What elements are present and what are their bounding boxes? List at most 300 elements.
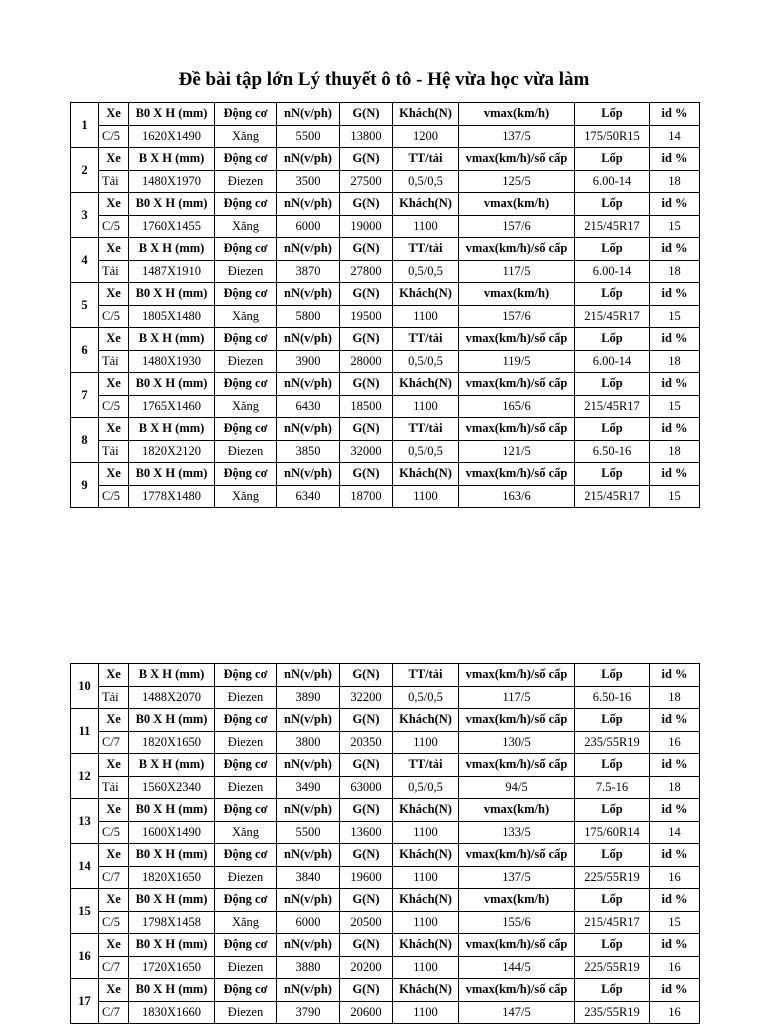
column-header: nN(v/ph) <box>277 418 340 441</box>
value-cell: 3790 <box>277 1001 340 1024</box>
value-cell: 0,5/0,5 <box>393 776 459 799</box>
column-header: Động cơ <box>215 283 277 306</box>
entry-value-row <box>71 170 700 193</box>
column-header: Khách(N) <box>393 373 459 396</box>
value-cell: Tải <box>99 440 129 463</box>
value-cell: 155/6 <box>459 911 575 934</box>
column-header: Động cơ <box>215 373 277 396</box>
value-cell: C/5 <box>99 395 129 418</box>
entry-value-row <box>71 395 700 418</box>
column-header: vmax(km/h)/số cấp <box>459 664 575 687</box>
column-header: nN(v/ph) <box>277 283 340 306</box>
column-header: nN(v/ph) <box>277 463 340 486</box>
column-header: TT/tải <box>393 148 459 171</box>
entry-value-row <box>71 1001 700 1024</box>
column-header: id % <box>650 979 700 1002</box>
column-header: nN(v/ph) <box>277 754 340 777</box>
value-cell: 18 <box>650 260 700 283</box>
value-cell: 18 <box>650 776 700 799</box>
value-cell: 6340 <box>277 485 340 508</box>
column-header: B0 X H (mm) <box>129 103 215 126</box>
document-title: Đề bài tập lớn Lý thuyết ô tô - Hệ vừa học vừa làm <box>178 69 590 90</box>
column-header: G(N) <box>340 193 393 216</box>
value-cell: 18500 <box>340 395 393 418</box>
value-cell: 175/50R15 <box>575 125 650 148</box>
column-header: nN(v/ph) <box>277 844 340 867</box>
value-cell: C/5 <box>99 485 129 508</box>
value-cell: 137/5 <box>459 866 575 889</box>
column-header: id % <box>650 328 700 351</box>
column-header: vmax(km/h)/số cấp <box>459 934 575 957</box>
value-cell: 1100 <box>393 215 459 238</box>
value-cell: 1487X1910 <box>129 260 215 283</box>
value-cell: 1765X1460 <box>129 395 215 418</box>
value-cell: C/5 <box>99 215 129 238</box>
column-header: id % <box>650 283 700 306</box>
value-cell: 225/55R19 <box>575 956 650 979</box>
column-header: B0 X H (mm) <box>129 463 215 486</box>
value-cell: C/5 <box>99 911 129 934</box>
column-header: G(N) <box>340 664 393 687</box>
column-header: Khách(N) <box>393 463 459 486</box>
value-cell: 16 <box>650 1001 700 1024</box>
column-header: Lốp <box>575 709 650 732</box>
value-cell: 18 <box>650 686 700 709</box>
entry-number: 4 <box>71 238 99 283</box>
column-header: Lốp <box>575 328 650 351</box>
column-header: G(N) <box>340 709 393 732</box>
value-cell: 215/45R17 <box>575 395 650 418</box>
value-cell: 32200 <box>340 686 393 709</box>
column-header: nN(v/ph) <box>277 979 340 1002</box>
value-cell: 20600 <box>340 1001 393 1024</box>
column-header: Động cơ <box>215 664 277 687</box>
column-header: Khách(N) <box>393 193 459 216</box>
column-header: B X H (mm) <box>129 328 215 351</box>
column-header: Xe <box>99 799 129 822</box>
column-header: TT/tải <box>393 754 459 777</box>
column-header: Xe <box>99 889 129 912</box>
value-cell: C/5 <box>99 305 129 328</box>
value-cell: 1778X1480 <box>129 485 215 508</box>
column-header: nN(v/ph) <box>277 103 340 126</box>
entry-header-row <box>71 418 700 441</box>
column-header: Khách(N) <box>393 844 459 867</box>
value-cell: 19000 <box>340 215 393 238</box>
column-header: Động cơ <box>215 463 277 486</box>
value-cell: 1100 <box>393 1001 459 1024</box>
value-cell: 1480X1970 <box>129 170 215 193</box>
entry-header-row <box>71 193 700 216</box>
value-cell: 6.00-14 <box>575 350 650 373</box>
value-cell: Xăng <box>215 215 277 238</box>
column-header: Xe <box>99 238 129 261</box>
column-header: B0 X H (mm) <box>129 844 215 867</box>
column-header: TT/tải <box>393 664 459 687</box>
value-cell: Điezen <box>215 731 277 754</box>
column-header: Động cơ <box>215 238 277 261</box>
column-header: Động cơ <box>215 193 277 216</box>
value-cell: 16 <box>650 956 700 979</box>
value-cell: 1820X1650 <box>129 731 215 754</box>
value-cell: 121/5 <box>459 440 575 463</box>
value-cell: Tải <box>99 350 129 373</box>
column-header: id % <box>650 844 700 867</box>
value-cell: 6.00-14 <box>575 170 650 193</box>
value-cell: 6.50-16 <box>575 440 650 463</box>
entry-header-row <box>71 463 700 486</box>
column-header: Động cơ <box>215 418 277 441</box>
entry-header-row <box>71 799 700 822</box>
column-header: B0 X H (mm) <box>129 934 215 957</box>
entry-header-row <box>71 754 700 777</box>
column-header: Xe <box>99 463 129 486</box>
value-cell: Tải <box>99 260 129 283</box>
value-cell: 144/5 <box>459 956 575 979</box>
value-cell: Điezen <box>215 260 277 283</box>
entry-header-row <box>71 328 700 351</box>
column-header: Xe <box>99 418 129 441</box>
value-cell: 1100 <box>393 305 459 328</box>
value-cell: 0,5/0,5 <box>393 686 459 709</box>
column-header: Khách(N) <box>393 103 459 126</box>
value-cell: 1100 <box>393 821 459 844</box>
value-cell: Tải <box>99 776 129 799</box>
value-cell: 5500 <box>277 125 340 148</box>
column-header: Lốp <box>575 418 650 441</box>
value-cell: 1100 <box>393 485 459 508</box>
value-cell: 18 <box>650 440 700 463</box>
column-header: B X H (mm) <box>129 238 215 261</box>
column-header: Lốp <box>575 463 650 486</box>
value-cell: 0,5/0,5 <box>393 350 459 373</box>
column-header: Động cơ <box>215 148 277 171</box>
spec-table-1-body <box>71 103 700 508</box>
value-cell: 16 <box>650 731 700 754</box>
value-cell: C/7 <box>99 1001 129 1024</box>
value-cell: 18700 <box>340 485 393 508</box>
column-header: id % <box>650 193 700 216</box>
value-cell: 0,5/0,5 <box>393 170 459 193</box>
column-header: vmax(km/h)/số cấp <box>459 979 575 1002</box>
value-cell: 235/55R19 <box>575 731 650 754</box>
column-header: Khách(N) <box>393 889 459 912</box>
value-cell: 3490 <box>277 776 340 799</box>
column-header: B0 X H (mm) <box>129 193 215 216</box>
column-header: nN(v/ph) <box>277 709 340 732</box>
column-header: Động cơ <box>215 103 277 126</box>
value-cell: 119/5 <box>459 350 575 373</box>
entry-value-row <box>71 125 700 148</box>
value-cell: 5800 <box>277 305 340 328</box>
column-header: id % <box>650 373 700 396</box>
value-cell: 215/45R17 <box>575 911 650 934</box>
value-cell: 147/5 <box>459 1001 575 1024</box>
column-header: id % <box>650 463 700 486</box>
entry-value-row <box>71 911 700 934</box>
entry-number: 5 <box>71 283 99 328</box>
value-cell: 1600X1490 <box>129 821 215 844</box>
value-cell: 94/5 <box>459 776 575 799</box>
column-header: Động cơ <box>215 979 277 1002</box>
entry-number: 8 <box>71 418 99 463</box>
column-header: Lốp <box>575 979 650 1002</box>
value-cell: Điezen <box>215 350 277 373</box>
column-header: nN(v/ph) <box>277 193 340 216</box>
column-header: G(N) <box>340 283 393 306</box>
value-cell: 13600 <box>340 821 393 844</box>
value-cell: 157/6 <box>459 305 575 328</box>
value-cell: Điezen <box>215 686 277 709</box>
column-header: Lốp <box>575 754 650 777</box>
value-cell: 32000 <box>340 440 393 463</box>
column-header: vmax(km/h)/số cấp <box>459 844 575 867</box>
value-cell: 1488X2070 <box>129 686 215 709</box>
column-header: B0 X H (mm) <box>129 979 215 1002</box>
column-header: vmax(km/h)/số cấp <box>459 418 575 441</box>
value-cell: 6000 <box>277 911 340 934</box>
value-cell: 28000 <box>340 350 393 373</box>
column-header: vmax(km/h)/số cấp <box>459 238 575 261</box>
value-cell: 14 <box>650 821 700 844</box>
entry-header-row <box>71 373 700 396</box>
column-header: Động cơ <box>215 799 277 822</box>
value-cell: 18 <box>650 170 700 193</box>
column-header: Lốp <box>575 148 650 171</box>
entry-number: 15 <box>71 889 99 934</box>
value-cell: Điezen <box>215 956 277 979</box>
column-header: vmax(km/h) <box>459 283 575 306</box>
value-cell: 3500 <box>277 170 340 193</box>
column-header: vmax(km/h)/số cấp <box>459 754 575 777</box>
entry-number: 6 <box>71 328 99 373</box>
entry-header-row <box>71 103 700 126</box>
column-header: Khách(N) <box>393 709 459 732</box>
value-cell: 6.50-16 <box>575 686 650 709</box>
column-header: Động cơ <box>215 709 277 732</box>
value-cell: 15 <box>650 305 700 328</box>
value-cell: Xăng <box>215 911 277 934</box>
value-cell: C/5 <box>99 125 129 148</box>
column-header: B X H (mm) <box>129 754 215 777</box>
value-cell: 1805X1480 <box>129 305 215 328</box>
value-cell: 20350 <box>340 731 393 754</box>
column-header: nN(v/ph) <box>277 373 340 396</box>
entry-value-row <box>71 215 700 238</box>
column-header: G(N) <box>340 463 393 486</box>
value-cell: Điezen <box>215 776 277 799</box>
value-cell: Tải <box>99 686 129 709</box>
column-header: vmax(km/h)/số cấp <box>459 709 575 732</box>
column-header: Lốp <box>575 373 650 396</box>
column-header: vmax(km/h) <box>459 103 575 126</box>
value-cell: 6000 <box>277 215 340 238</box>
column-header: Xe <box>99 844 129 867</box>
value-cell: 133/5 <box>459 821 575 844</box>
column-header: id % <box>650 889 700 912</box>
column-header: Khách(N) <box>393 934 459 957</box>
value-cell: 1100 <box>393 395 459 418</box>
value-cell: 1820X2120 <box>129 440 215 463</box>
value-cell: 165/6 <box>459 395 575 418</box>
entry-number: 2 <box>71 148 99 193</box>
value-cell: C/7 <box>99 956 129 979</box>
column-header: Lốp <box>575 934 650 957</box>
value-cell: 215/45R17 <box>575 485 650 508</box>
value-cell: 6.00-14 <box>575 260 650 283</box>
column-header: Xe <box>99 328 129 351</box>
value-cell: 18 <box>650 350 700 373</box>
entry-header-row <box>71 148 700 171</box>
column-header: Động cơ <box>215 934 277 957</box>
entry-value-row <box>71 305 700 328</box>
value-cell: Điezen <box>215 170 277 193</box>
column-header: Khách(N) <box>393 283 459 306</box>
entry-header-row <box>71 934 700 957</box>
column-header: TT/tải <box>393 418 459 441</box>
column-header: Động cơ <box>215 754 277 777</box>
entry-number: 9 <box>71 463 99 508</box>
column-header: vmax(km/h) <box>459 193 575 216</box>
value-cell: 15 <box>650 395 700 418</box>
column-header: id % <box>650 418 700 441</box>
column-header: Lốp <box>575 193 650 216</box>
value-cell: 1798X1458 <box>129 911 215 934</box>
value-cell: 3870 <box>277 260 340 283</box>
column-header: vmax(km/h) <box>459 889 575 912</box>
value-cell: 1100 <box>393 731 459 754</box>
entry-value-row <box>71 866 700 889</box>
entry-header-row <box>71 844 700 867</box>
column-header: Lốp <box>575 799 650 822</box>
column-header: Lốp <box>575 283 650 306</box>
entry-value-row <box>71 731 700 754</box>
column-header: nN(v/ph) <box>277 148 340 171</box>
column-header: B0 X H (mm) <box>129 889 215 912</box>
column-header: G(N) <box>340 328 393 351</box>
column-header: G(N) <box>340 418 393 441</box>
value-cell: 63000 <box>340 776 393 799</box>
value-cell: 15 <box>650 911 700 934</box>
value-cell: Điezen <box>215 1001 277 1024</box>
column-header: Xe <box>99 979 129 1002</box>
entry-value-row <box>71 485 700 508</box>
column-header: B X H (mm) <box>129 148 215 171</box>
entry-header-row <box>71 283 700 306</box>
column-header: Động cơ <box>215 328 277 351</box>
column-header: Động cơ <box>215 889 277 912</box>
column-header: vmax(km/h)/số cấp <box>459 373 575 396</box>
entry-number: 14 <box>71 844 99 889</box>
column-header: Xe <box>99 664 129 687</box>
column-header: G(N) <box>340 754 393 777</box>
entry-number: 1 <box>71 103 99 148</box>
entry-number: 10 <box>71 664 99 709</box>
column-header: B0 X H (mm) <box>129 373 215 396</box>
entry-number: 11 <box>71 709 99 754</box>
value-cell: 3840 <box>277 866 340 889</box>
value-cell: 117/5 <box>459 686 575 709</box>
column-header: Lốp <box>575 844 650 867</box>
column-header: G(N) <box>340 889 393 912</box>
column-header: nN(v/ph) <box>277 889 340 912</box>
value-cell: Tải <box>99 170 129 193</box>
entry-header-row <box>71 664 700 687</box>
value-cell: 1820X1650 <box>129 866 215 889</box>
value-cell: 1100 <box>393 956 459 979</box>
entry-number: 3 <box>71 193 99 238</box>
value-cell: C/5 <box>99 821 129 844</box>
column-header: Lốp <box>575 889 650 912</box>
column-header: Xe <box>99 148 129 171</box>
value-cell: 235/55R19 <box>575 1001 650 1024</box>
value-cell: 117/5 <box>459 260 575 283</box>
value-cell: 13800 <box>340 125 393 148</box>
entry-value-row <box>71 956 700 979</box>
value-cell: 157/6 <box>459 215 575 238</box>
spec-table-2 <box>70 663 700 1024</box>
column-header: B0 X H (mm) <box>129 709 215 732</box>
column-header: nN(v/ph) <box>277 799 340 822</box>
column-header: G(N) <box>340 934 393 957</box>
entry-value-row <box>71 440 700 463</box>
column-header: G(N) <box>340 799 393 822</box>
value-cell: 1620X1490 <box>129 125 215 148</box>
value-cell: 20200 <box>340 956 393 979</box>
column-header: G(N) <box>340 238 393 261</box>
value-cell: 3800 <box>277 731 340 754</box>
column-header: Động cơ <box>215 844 277 867</box>
entry-value-row <box>71 260 700 283</box>
column-header: vmax(km/h) <box>459 799 575 822</box>
value-cell: 5500 <box>277 821 340 844</box>
column-header: nN(v/ph) <box>277 328 340 351</box>
column-header: Lốp <box>575 238 650 261</box>
value-cell: 1200 <box>393 125 459 148</box>
column-header: G(N) <box>340 103 393 126</box>
column-header: Xe <box>99 283 129 306</box>
value-cell: 163/6 <box>459 485 575 508</box>
value-cell: 19600 <box>340 866 393 889</box>
column-header: Xe <box>99 103 129 126</box>
column-header: Xe <box>99 934 129 957</box>
column-header: G(N) <box>340 148 393 171</box>
value-cell: 27500 <box>340 170 393 193</box>
column-header: nN(v/ph) <box>277 934 340 957</box>
column-header: B0 X H (mm) <box>129 799 215 822</box>
value-cell: C/7 <box>99 731 129 754</box>
value-cell: 1560X2340 <box>129 776 215 799</box>
value-cell: 3900 <box>277 350 340 373</box>
value-cell: 1830X1660 <box>129 1001 215 1024</box>
value-cell: 15 <box>650 485 700 508</box>
value-cell: 137/5 <box>459 125 575 148</box>
entry-number: 17 <box>71 979 99 1024</box>
value-cell: 0,5/0,5 <box>393 260 459 283</box>
value-cell: 3850 <box>277 440 340 463</box>
value-cell: 27800 <box>340 260 393 283</box>
value-cell: 3880 <box>277 956 340 979</box>
entry-number: 16 <box>71 934 99 979</box>
value-cell: 15 <box>650 215 700 238</box>
value-cell: C/7 <box>99 866 129 889</box>
column-header: vmax(km/h)/số cấp <box>459 148 575 171</box>
column-header: G(N) <box>340 373 393 396</box>
column-header: id % <box>650 709 700 732</box>
column-header: id % <box>650 934 700 957</box>
value-cell: 1720X1650 <box>129 956 215 979</box>
entry-header-row <box>71 979 700 1002</box>
